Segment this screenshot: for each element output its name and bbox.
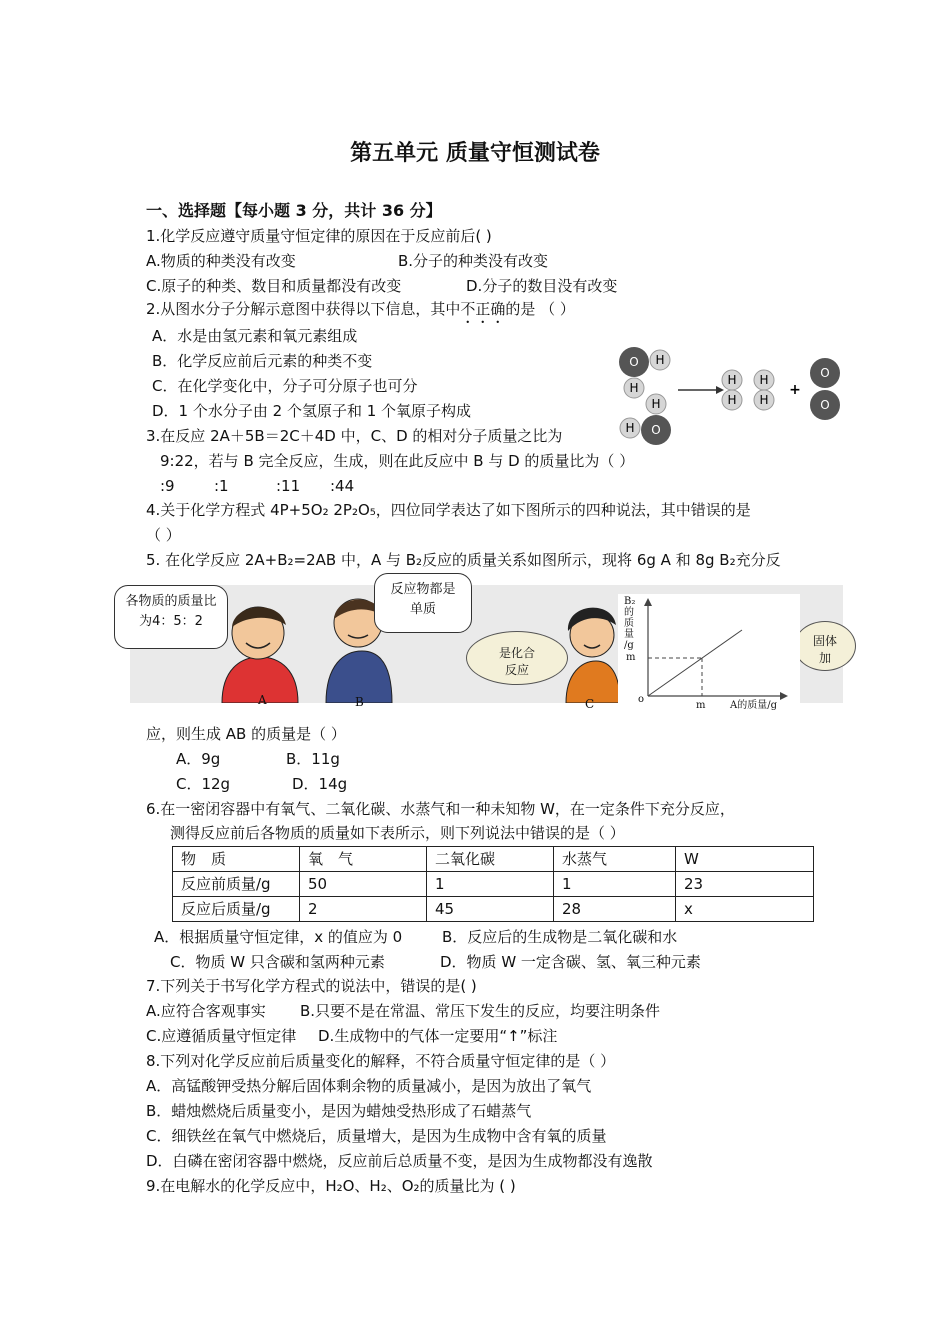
table-row xyxy=(173,897,814,922)
q6-option-d: D．物质 W 一定含碳、氢、氧三种元素 xyxy=(440,953,701,971)
atom-label: H xyxy=(629,381,639,395)
table-cell: 1 xyxy=(427,872,554,897)
q4-stem-2: （ ） xyxy=(146,526,181,544)
atom-label: H xyxy=(759,393,769,407)
y-label-part: B₂ xyxy=(624,596,636,607)
speech-bubble-a xyxy=(114,585,228,649)
atom-label: H xyxy=(655,353,665,367)
atom-label: H xyxy=(625,421,635,435)
q3-stem: 3.在反应 2A＋5B＝2C＋4D 中，C、D 的相对分子质量之比为 xyxy=(146,427,563,445)
q9-stem: 9.在电解水的化学反应中，H₂O、H₂、O₂的质量比为 ( ) xyxy=(146,1177,516,1195)
x-axis-arrow-icon xyxy=(780,692,788,700)
mass-line xyxy=(648,630,742,696)
table-header-cell: 二氧化碳 xyxy=(427,847,554,872)
table-cell: 28 xyxy=(554,897,676,922)
atom-label: H xyxy=(759,373,769,387)
cloud-c-line-1: 是化合 xyxy=(498,646,535,660)
table-cell: 45 xyxy=(427,897,554,922)
q2-stem-emphasis: 不正确 xyxy=(460,300,506,318)
label-a: A xyxy=(258,693,267,707)
water-decomposition-diagram xyxy=(612,340,852,452)
q5-option-b: B．11g xyxy=(286,750,340,768)
speech-bubble-b xyxy=(374,573,472,633)
q1-stem: 1.化学反应遵守质量守恒定律的原因在于反应前后( ) xyxy=(146,227,492,245)
cloud-d-line-2: 加 xyxy=(818,651,831,665)
q3-option-b: :1 xyxy=(214,477,229,495)
y-label-part: /g xyxy=(624,640,634,651)
cloud-d-line-1: 固体 xyxy=(812,634,837,648)
table-header-cell: 氧 气 xyxy=(300,847,427,872)
mass-table xyxy=(172,846,814,922)
q5-option-a: A．9g xyxy=(176,750,221,768)
page-title: 第五单元 质量守恒测试卷 xyxy=(350,141,600,166)
q8-stem: 8.下列对化学反应前后质量变化的解释，不符合质量守恒定律的是（ ） xyxy=(146,1052,616,1070)
q6-stem-2: 测得反应前后各物质的质量如下表所示，则下列说法中错误的是（ ） xyxy=(170,824,625,842)
graph-x-m-tick: m xyxy=(696,700,706,711)
thought-cloud-d xyxy=(794,621,856,671)
q2-stem xyxy=(146,298,575,327)
y-label-part: 质 xyxy=(624,618,634,629)
atom-label: O xyxy=(820,366,830,380)
cloud-c-line-2: 反应 xyxy=(504,663,529,677)
q2-stem-post: 的是 （ ） xyxy=(505,300,575,318)
y-label-part: 的 xyxy=(624,607,634,618)
q8-option-d: D．白磷在密闭容器中燃烧，反应前后总质量不变，是因为生成物都没有逸散 xyxy=(146,1152,653,1170)
q4-stem: 4.关于化学方程式 4P+5O₂ 2P₂O₅，四位同学表达了如下图所示的四种说法，其中错误的是 xyxy=(146,501,751,519)
mass-relationship-graph xyxy=(618,594,800,712)
q7-option-b: B.只要不是在常温、常压下发生的反应，均要注明条件 xyxy=(300,1002,661,1020)
q1-option-d: D.分子的数目没有改变 xyxy=(466,277,618,295)
atom-label: H xyxy=(727,373,737,387)
table-cell: 50 xyxy=(300,872,427,897)
graph-y-label xyxy=(624,596,635,651)
bubble-a-line-2: 为4：5：2 xyxy=(139,614,203,629)
y-label-part: 量 xyxy=(624,629,634,640)
thought-cloud-c xyxy=(466,631,568,685)
table-header-cell: 水蒸气 xyxy=(554,847,676,872)
q5-option-c: C．12g xyxy=(176,775,231,793)
atom-label: O xyxy=(629,355,639,369)
q1-option-a: A.物质的种类没有改变 xyxy=(146,252,296,270)
table-cell: x xyxy=(676,897,814,922)
student-a-figure xyxy=(222,607,298,703)
atom-label: O xyxy=(651,423,661,437)
q5-option-d: D．14g xyxy=(292,775,348,793)
atom-label: H xyxy=(727,393,737,407)
q2-option-b: B．化学反应前后元素的种类不变 xyxy=(152,352,373,370)
q7-option-a: A.应符合客观事实 xyxy=(146,1002,266,1020)
bubble-b-line-1: 反应物都是 xyxy=(390,582,456,597)
q5-stem-2: 应，则生成 AB 的质量是（ ） xyxy=(146,725,346,743)
q8-option-b: B．蜡烛燃烧后质量变小，是因为蜡烛受热形成了石蜡蒸气 xyxy=(146,1102,532,1120)
q7-option-d: D.生成物中的气体一定要用“↑”标注 xyxy=(318,1027,558,1045)
y-axis-arrow-icon xyxy=(644,598,652,606)
atom-label: O xyxy=(820,398,830,412)
q3-option-d: :44 xyxy=(330,477,355,495)
student-c-figure xyxy=(566,608,620,703)
q1-option-b: B.分子的种类没有改变 xyxy=(398,252,549,270)
table-cell: 1 xyxy=(554,872,676,897)
label-b: B xyxy=(355,695,364,709)
table-cell: 反应前质量/g xyxy=(173,872,300,897)
q3-stem-2: 9:22，若与 B 完全反应，生成，则在此反应中 B 与 D 的质量比为（ ） xyxy=(160,452,635,470)
q5-stem: 5. 在化学反应 2A+B₂=2AB 中，A 与 B₂反应的质量关系如图所示，现将 6g A 和 8g B₂充分反 xyxy=(146,551,781,569)
q2-option-a: A．水是由氢元素和氧元素组成 xyxy=(152,327,358,345)
q6-option-a: A．根据质量守恒定律，x 的值应为 0 xyxy=(154,928,403,946)
table-cell: 23 xyxy=(676,872,814,897)
bubble-a-line-1: 各物质的质量比 xyxy=(125,594,217,609)
q2-option-c: C．在化学变化中，分子可分原子也可分 xyxy=(152,377,418,395)
arrow-head-icon xyxy=(716,386,724,394)
q8-option-a: A．高锰酸钾受热分解后固体剩余物的质量减小，是因为放出了氧气 xyxy=(146,1077,592,1095)
graph-origin: o xyxy=(638,694,645,705)
q2-option-d: D．1 个水分子由 2 个氢原子和 1 个氧原子构成 xyxy=(152,402,472,420)
graph-plot xyxy=(618,594,800,712)
q6-option-c: C．物质 W 只含碳和氢两种元素 xyxy=(170,953,385,971)
q2-stem-pre: 2.从图水分子分解示意图中获得以下信息，其中 xyxy=(146,300,461,318)
atom-label: H xyxy=(651,397,661,411)
q6-stem: 6.在一密闭容器中有氧气、二氧化碳、水蒸气和一种未知物 W，在一定条件下充分反应， xyxy=(146,800,735,818)
table-header-cell: W xyxy=(676,847,814,872)
table-cell: 2 xyxy=(300,897,427,922)
q8-option-c: C．细铁丝在氧气中燃烧后，质量增大，是因为生成物中含有氧的质量 xyxy=(146,1127,607,1145)
table-header-cell: 物 质 xyxy=(173,847,300,872)
section-heading: 一、选择题【每小题 3 分，共计 36 分】 xyxy=(146,201,442,220)
graph-x-label: A的质量/g xyxy=(730,700,777,711)
q1-option-c: C.原子的种类、数目和质量都没有改变 xyxy=(146,277,402,295)
q6-option-b: B．反应后的生成物是二氧化碳和水 xyxy=(442,928,678,946)
q3-option-a: :9 xyxy=(160,477,175,495)
graph-m-tick: m xyxy=(626,652,636,663)
q7-stem: 7.下列关于书写化学方程式的说法中，错误的是( ) xyxy=(146,977,477,995)
q3-option-c: :11 xyxy=(276,477,301,495)
table-header-row xyxy=(173,847,814,872)
plus-sign: + xyxy=(789,382,801,398)
q7-option-c: C.应遵循质量守恒定律 xyxy=(146,1027,297,1045)
table-row xyxy=(173,872,814,897)
bubble-b-line-2: 单质 xyxy=(409,602,436,617)
table-cell: 反应后质量/g xyxy=(173,897,300,922)
label-c: C xyxy=(585,697,595,711)
